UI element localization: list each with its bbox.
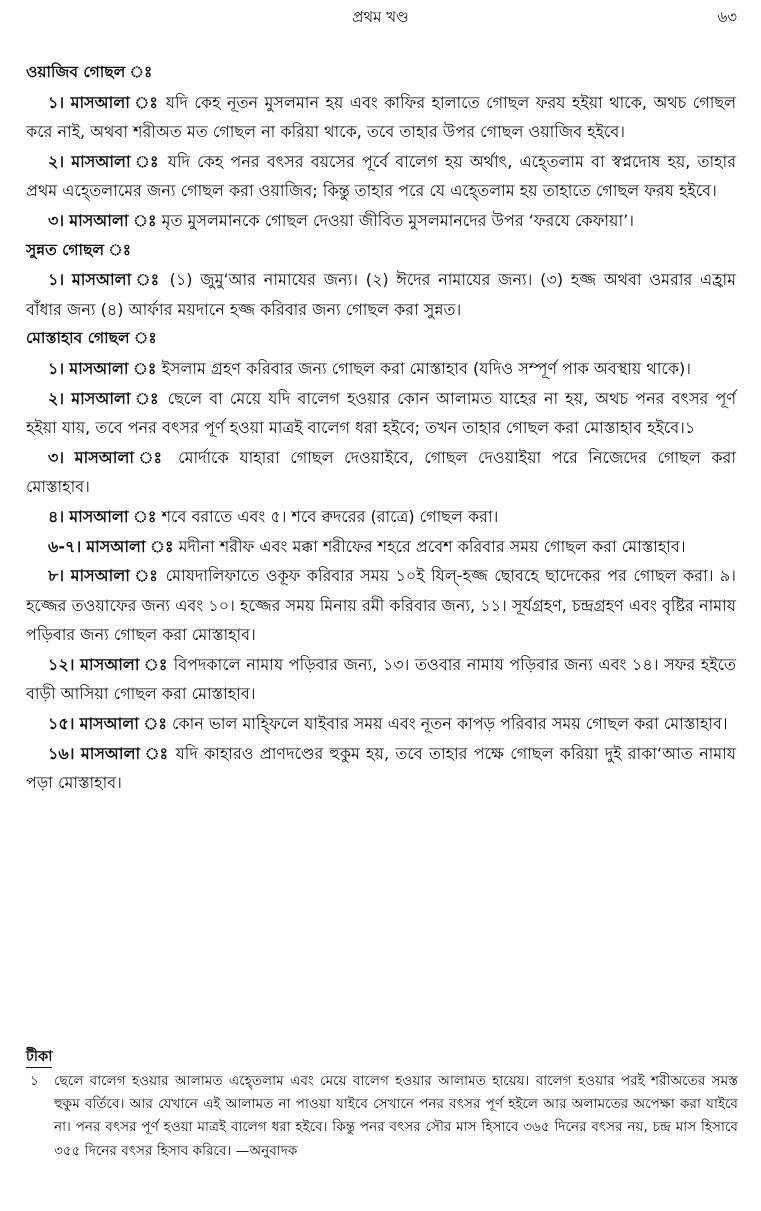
masala-paragraph xyxy=(26,88,736,147)
page-number: ৬৩ xyxy=(717,8,737,26)
item-text: ছেলে বা মেয়ে যদি বালেগ হওয়ার কোন আলামত যাহের না হয়, অথচ পনর বৎসর পূর্ণ হইয়া যায়, তবে পনর বৎসর পূর্ণ হওয়া মাত্রই বালেগ ধরা হইবে; তখন তাহার গোছল করা মোস্তাহাব হইবে।১ xyxy=(26,388,736,438)
masala-paragraph xyxy=(26,650,736,709)
footnote-marker: ১ xyxy=(30,1073,39,1089)
item-label: মাসআলা ঃ xyxy=(71,151,161,171)
item-label: মাসআলা ঃ xyxy=(69,358,157,378)
item-number: ৩। xyxy=(48,210,65,230)
item-text: ইসলাম গ্রহণ করিবার জন্য গোছল করা মোস্তাহাব (যদিও সম্পূর্ণ পাক অবস্থায় থাকে)। xyxy=(161,358,692,378)
item-label: মাসআলা ঃ xyxy=(71,388,161,408)
item-number: ১। xyxy=(48,358,65,378)
item-number: ৩। xyxy=(48,447,65,467)
item-text: (১) জুমু‘আর নামাযের জন্য। (২) ঈদের নামাযের জন্য। (৩) হজ্জ অথবা ওমরার এহ্রাম বাঁধার জন্য (৪) আর্ফার ময়দানে হজ্জ করিবার জন্য গোছল করা সুন্নত। xyxy=(26,270,736,319)
item-number: ১৬। xyxy=(48,743,75,763)
item-number: ১। xyxy=(48,270,65,290)
item-text: শবে বরাতে এবং ৫। শবে ক্বদরের (রাত্রে) গোছল করা। xyxy=(161,506,499,526)
item-text: যদি কেহ পনর বৎসর বয়সের পূর্বে বালেগ হয় অর্থাৎ, এহ্তেলাম বা স্বপ্নদোষ হয়, তাহার প্রথম এহ্তেলামের জন্য গোছল করা ওয়াজিব; কিন্তু তাহার পরে যে এহ্তেলাম হয় তাহাতে গোছল ফরয হইবে। xyxy=(26,151,736,201)
item-text: বিপদকালে নামায পড়িবার জন্য, ১৩। তওবার নামায পড়িবার জন্য এবং ১৪। সফর হইতে বাড়ী আসিয়া গোছল করা মোস্তাহাব। xyxy=(26,654,737,704)
item-number: ৮। xyxy=(48,566,65,586)
masala-paragraph xyxy=(26,709,736,739)
item-label: মাসআলা ঃ xyxy=(79,714,167,734)
masala-paragraph xyxy=(26,354,736,384)
masala-paragraph xyxy=(26,265,736,324)
masala-paragraph xyxy=(26,502,736,532)
item-label: মাসআলা ঃ xyxy=(69,210,157,230)
section-heading: সুন্নত গোছল ঃ xyxy=(26,240,132,259)
item-text: যদি কাহারও প্রাণদণ্ডের হুকুম হয়, তবে তাহার পক্ষে গোছল করিয়া দুই রাকা‘আত নামায পড়া মোস্তাহাব। xyxy=(26,743,736,793)
item-number: ২। xyxy=(48,151,65,171)
item-number: ৬-৭। xyxy=(48,536,82,556)
item-label: মাসআলা ঃ xyxy=(71,270,162,290)
masala-paragraph xyxy=(26,532,736,562)
footnotes xyxy=(26,1046,738,1163)
section-heading: ওয়াজিব গোছল ঃ xyxy=(26,63,153,81)
masala-paragraph xyxy=(26,739,736,798)
item-label: মাসআলা ঃ xyxy=(80,654,168,674)
masala-paragraph xyxy=(26,147,736,206)
item-number: ৪। xyxy=(48,506,65,526)
section-heading: মোস্তাহাব গোছল ঃ xyxy=(26,329,157,348)
item-label: মাসআলা ঃ xyxy=(69,506,157,526)
main-text xyxy=(26,58,736,798)
running-header xyxy=(0,6,761,30)
masala-paragraph xyxy=(26,443,736,502)
footnotes-title: টীকা xyxy=(26,1047,52,1068)
running-title: প্রথম খণ্ড xyxy=(352,8,409,26)
item-label: মাসআলা ঃ xyxy=(70,92,160,112)
item-label: মাসআলা ঃ xyxy=(86,536,174,556)
masala-paragraph xyxy=(26,561,736,650)
item-text: মদীনা শরীফ এবং মক্কা শরীফের শহরে প্রবেশ করিবার সময় গোছল করা মোস্তাহাব। xyxy=(178,536,686,556)
masala-paragraph xyxy=(26,206,736,236)
item-text: মোর্দাকে যাহারা গোছল দেওয়াইবে, গোছল দেওয়াইয়া পরে নিজেদের গোছল করা মোস্তাহাব। xyxy=(26,447,736,497)
item-number: ১৫। xyxy=(48,714,75,734)
item-label: মাসআলা ঃ xyxy=(70,566,160,586)
item-text: যদি কেহ নূতন মুসলমান হয় এবং কাফির হালাতে গোছল ফরয হইয়া থাকে, অথচ গোছল করে নাই, অথবা শরীঅত মত গোছল না করিয়া থাকে, তবে তাহার উপর গোছল ওয়াজিব হইবে। xyxy=(26,92,737,142)
masala-paragraph xyxy=(26,384,736,443)
item-label: মাসআলা ঃ xyxy=(80,743,170,763)
item-number: ১২। xyxy=(48,654,75,674)
item-number: ১। xyxy=(48,92,65,112)
item-number: ২। xyxy=(48,388,65,408)
item-text: মোযদালিফাতে ওকূফ করিবার সময় ১০ই যিল্-হজ্জ ছোবহে ছাদেকের পর গোছল করা। ৯। হজ্জের তওয়াফের জন্য এবং ১০। হজ্জের সময় মিনায় রমী করিবার জন্য, ১১। সূর্যগ্রহণ, চন্দ্রগ্রহণ এবং বৃষ্টির নামায পড়িবার জন্য গোছল করা মোস্তাহাব। xyxy=(26,566,737,645)
footnote xyxy=(26,1070,738,1163)
item-text: মৃত মুসলমানকে গোছল দেওয়া জীবিত মুসলমানদের উপর ‘ফরযে কেফায়া’। xyxy=(161,210,634,230)
item-text: কোন ভাল মাহ্ফিলে যাইবার সময় এবং নূতন কাপড় পরিবার সময় গোছল করা মোস্তাহাব। xyxy=(171,714,728,734)
item-label: মাসআলা ঃ xyxy=(74,447,168,467)
footnote-text: ছেলে বালেগ হওয়ার আলামত এহ্তেলাম এবং মেয়ে বালেগ হওয়ার আলামত হায়েয। বালেগ হওয়ার পরই শরীঅতের সমস্ত হুকুম বর্তিবে। আর যেখানে এই আলামত না পাওয়া যাইবে সেখানে পনর বৎসর পূর্ণ হইলে আর অলামতের অপেক্ষা করা যাইবে না। পনর বৎসর পূর্ণ হওয়া মাত্রই বালেগ ধরা হইবে। কিন্তু পনর বৎসর সৌর মাস হিসাবে ৩৬৫ দিনের বৎসর নয়, চন্দ্র মাস হিসাবে ৩৫৫ দিনের বৎসর হিসাব করিবে। —অনুবাদক xyxy=(54,1073,738,1159)
